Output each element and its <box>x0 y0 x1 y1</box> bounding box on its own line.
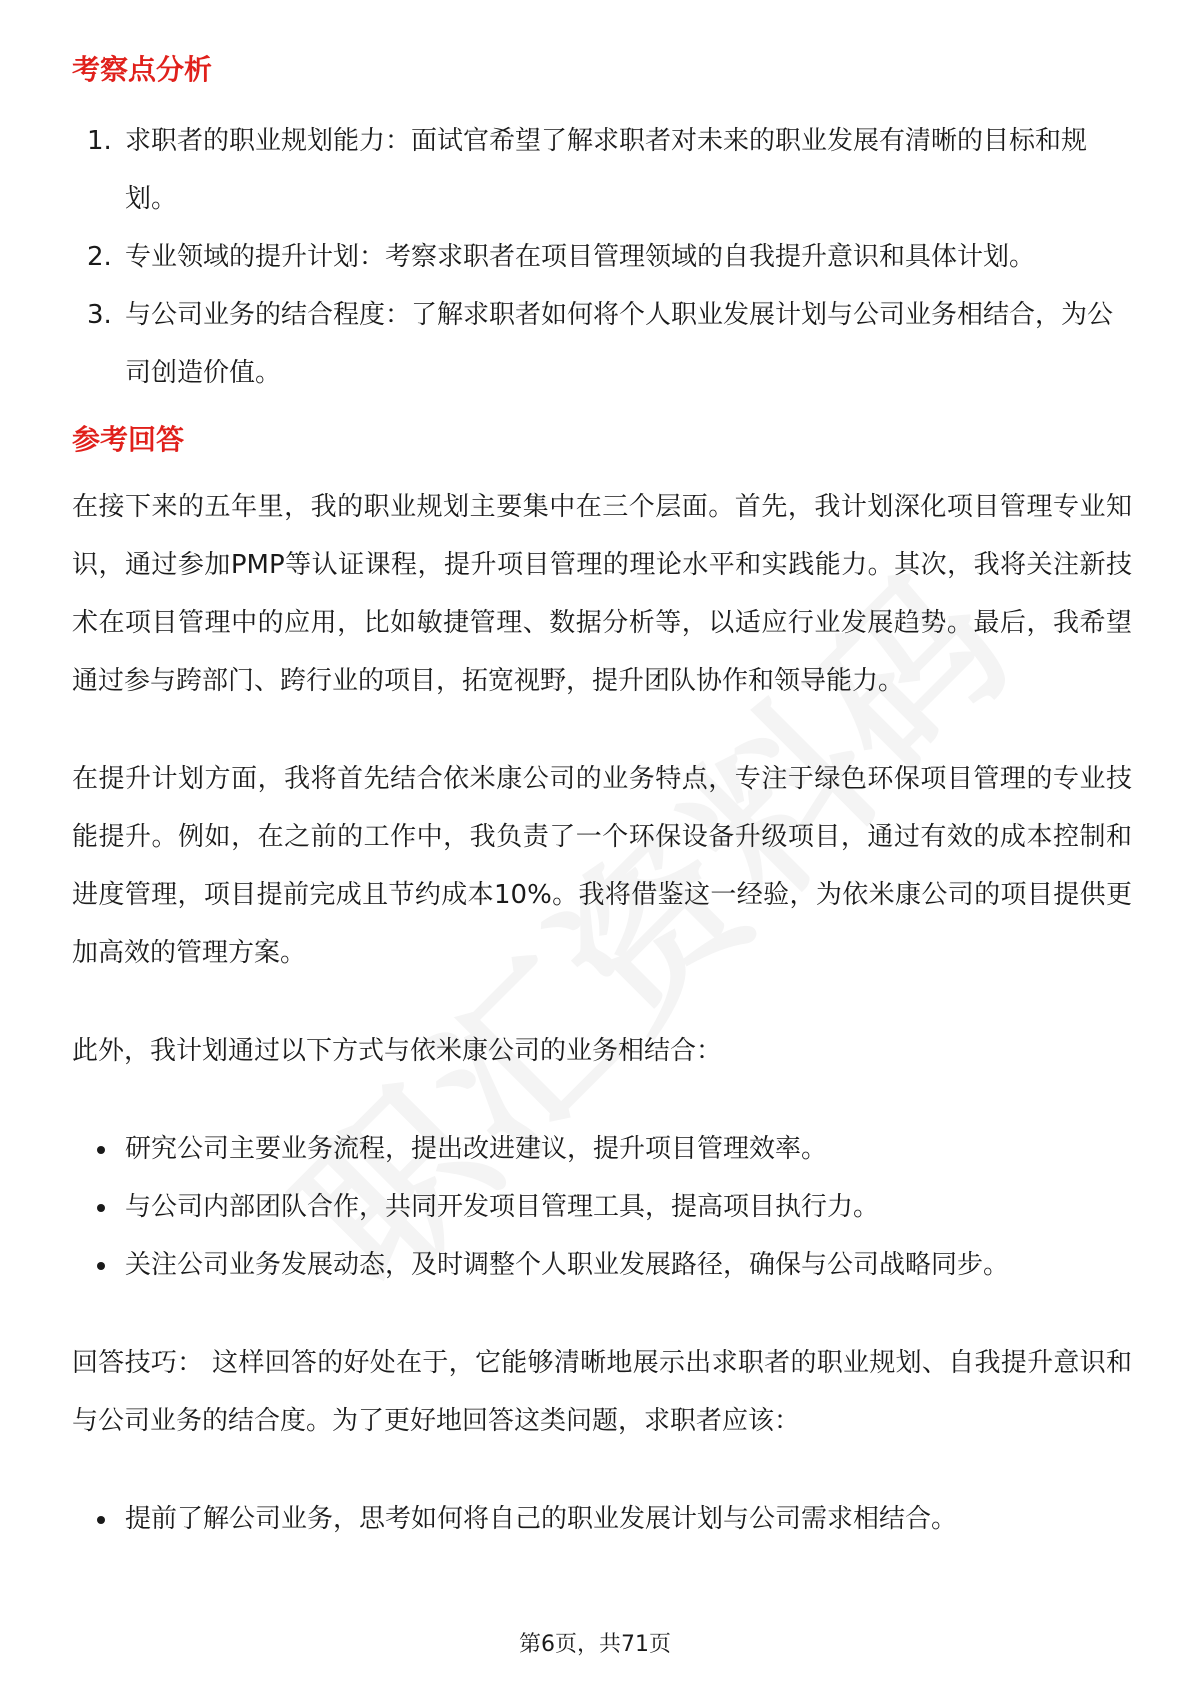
list-item <box>72 228 1132 286</box>
section-title-analysis: 考察点分析 <box>72 53 213 86</box>
page-number: 第6页，共71页 <box>519 1632 671 1657</box>
bullet-item: 研究公司主要业务流程，提出改进建议，提升项目管理效率。 <box>72 1120 1132 1178</box>
answer-paragraph: 在提升计划方面，我将首先结合依米康公司的业务特点，专注于绿色环保项目管理的专业技能提升。例如，在之前的工作中，我负责了一个环保设备升级项目，通过有效的成本控制和进度管理，项目提前完成且节约成本10%。我将借鉴这一经验，为依米康公司的项目提供更加高效的管理方案。 <box>72 764 1132 968</box>
list-number: 1. <box>87 126 112 156</box>
list-item <box>72 112 1132 228</box>
tips-paragraph: 回答技巧： 这样回答的好处在于，它能够清晰地展示出求职者的职业规划、自我提升意识和与公司业务的结合度。为了更好地回答这类问题，求职者应该： <box>72 1348 1132 1436</box>
bullet-item: 关注公司业务发展动态，及时调整个人职业发展路径，确保与公司战略同步。 <box>72 1236 1132 1294</box>
bullet-item: 提前了解公司业务，思考如何将自己的职业发展计划与公司需求相结合。 <box>72 1490 1132 1548</box>
answer-bullet-list <box>72 1120 1132 1294</box>
analysis-list <box>72 112 1132 402</box>
list-item <box>72 286 1132 402</box>
list-item-text: 与公司业务的结合程度：了解求职者如何将个人职业发展计划与公司业务相结合，为公司创造价值。 <box>125 300 1114 388</box>
list-item-text: 专业领域的提升计划：考察求职者在项目管理领域的自我提升意识和具体计划。 <box>125 242 1036 272</box>
answer-paragraph: 此外，我计划通过以下方式与依米康公司的业务相结合： <box>72 1036 723 1066</box>
bullet-item: 与公司内部团队合作，共同开发项目管理工具，提高项目执行力。 <box>72 1178 1132 1236</box>
list-number: 3. <box>87 300 112 330</box>
list-number: 2. <box>87 242 112 272</box>
page-content <box>72 48 1132 1588</box>
answer-paragraph: 在接下来的五年里，我的职业规划主要集中在三个层面。首先，我计划深化项目管理专业知识，通过参加PMP等认证课程，提升项目管理的理论水平和实践能力。其次，我将关注新技术在项目管理中的应用，比如敏捷管理、数据分析等，以适应行业发展趋势。最后，我希望通过参与跨部门、跨行业的项目，拓宽视野，提升团队协作和领导能力。 <box>72 492 1132 696</box>
list-item-text: 求职者的职业规划能力：面试官希望了解求职者对未来的职业发展有清晰的目标和规划。 <box>125 126 1088 214</box>
section-title-reference-answer: 参考回答 <box>72 423 185 456</box>
tips-bullet-list <box>72 1490 1132 1548</box>
